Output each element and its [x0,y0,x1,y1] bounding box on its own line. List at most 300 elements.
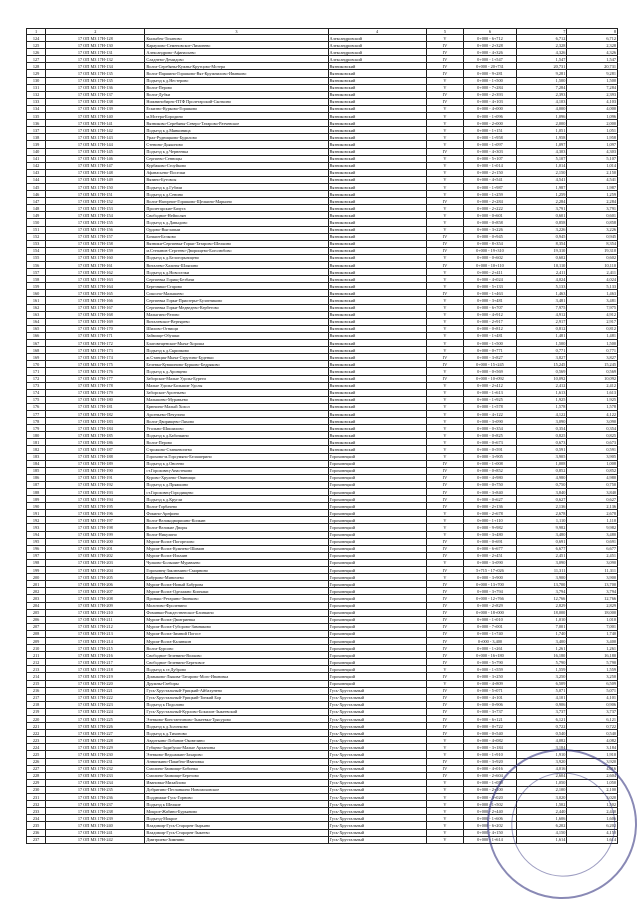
cell-category: IV [426,567,463,574]
cell-road-id: 17 ОП МЗ 17Н-143 [46,134,145,141]
cell-length-total: 0,771 [567,347,618,354]
cell-road-name: Урал-Рудницково-Будилово [145,134,328,141]
cell-category: IV [426,708,463,715]
cell-km-range: 0+000 - 1+740 [464,630,517,637]
cell-row-number: 135 [27,113,46,120]
cell-category: IV [426,758,463,765]
cell-road-id: 17 ОП МЗ 17Н-235 [46,786,145,793]
table-row [27,531,618,538]
cell-row-number: 186 [27,474,46,481]
cell-length: 4,980 [516,474,567,481]
cell-row-number: 192 [27,517,46,524]
cell-length-total: 2,393 [567,91,618,98]
cell-district: Гусь-Хрустальный [328,708,426,715]
cell-road-name: Подъезд к д.Овсеево [145,460,328,467]
cell-km-range: 0+000 - 4+103 [464,98,517,105]
column-header-district: 4 [328,29,426,35]
cell-district: Вязниковский [328,148,426,155]
cell-district: Вязниковский [328,198,426,205]
cell-road-name: Подъезд к д.Новоселки [145,269,328,276]
cell-km-range: 0+000 - 1+050 [464,779,517,786]
cell-length: 3,250 [516,673,567,680]
cell-length-total: 6,202 [567,822,618,829]
cell-length-total: 1,010 [567,616,618,623]
cell-road-name: Березники-Старово [145,283,328,290]
cell-road-name: Подъезд к д.Губачи [145,183,328,190]
cell-km-range: 0+000 - 1+502 [464,801,517,808]
cell-road-name: Гусь-Хрустальный-Урицкий-Айбахунено [145,687,328,694]
cell-length-total: 1,500 [567,340,618,347]
cell-km-range: 0+000 - 1+500 [464,340,517,347]
cell-district: Гусь-Хрустальный [328,808,426,815]
cell-category: V [426,155,463,162]
cell-length-total: 8,354 [567,240,618,247]
cell-district: Вязниковский [328,425,426,432]
cell-road-id: 17 ОП МЗ 17Н-168 [46,311,145,318]
cell-length: 2,150 [516,169,567,176]
cell-length: 16,180 [516,652,567,659]
cell-length: 1,050 [516,779,567,786]
cell-road-id: 17 ОП МЗ 17Н-153 [46,205,145,212]
cell-road-id: 17 ОП МЗ 17Н-170 [46,325,145,332]
cell-length: 5,790 [516,659,567,666]
cell-row-number: 217 [27,694,46,701]
cell-length-total: 7,001 [567,623,618,630]
cell-district: Вязниковский [328,403,426,410]
cell-km-range: 0+000 - 4+024 [464,276,517,283]
cell-road-id: 17 ОП МЗ 17Н-193 [46,489,145,496]
cell-road-name: ст.Гороховец-Городищево [145,489,328,496]
cell-road-name: Горохово-м.Горсумяно-Белашерино [145,453,328,460]
cell-km-range: 0+000 - 4+016 [464,765,517,772]
cell-road-name: Подъезд к Подолино [145,701,328,708]
cell-district: Гороховецкий [328,673,426,680]
cell-category: IV [426,233,463,240]
cell-road-name: Подъезд к ст.Дуброво [145,666,328,673]
cell-district: Вязниковский [328,354,426,361]
table-row [27,538,618,545]
cell-length-total: 4,150 [567,829,618,836]
cell-district: Вязниковский [328,297,426,304]
cell-district: Александровский [328,49,426,56]
cell-km-range: 5+715 - 17+026 [464,567,517,574]
cell-road-name: Благовещенское-Мыча-Хороша [145,340,328,347]
cell-row-number: 215 [27,680,46,687]
cell-row-number: 147 [27,198,46,205]
cell-road-id: 17 ОП МЗ 17Н-167 [46,304,145,311]
cell-category: IV [426,262,463,269]
cell-district: Вязниковский [328,191,426,198]
cell-category: IV [426,496,463,503]
cell-length-total: 1,987 [567,183,618,190]
table-row [27,673,618,680]
cell-row-number: 149 [27,212,46,219]
table-row [27,276,618,283]
cell-road-id: 17 ОП МЗ 17Н-215 [46,645,145,652]
cell-road-id: 17 ОП МЗ 17Н-188 [46,453,145,460]
cell-district: Гусь-Хрустальный [328,786,426,793]
cell-road-id: 17 ОП МЗ 17Н-217 [46,659,145,666]
cell-row-number: 168 [27,347,46,354]
cell-row-number: 156 [27,262,46,269]
cell-category: V [426,254,463,261]
cell-length: 2,917 [516,318,567,325]
table-row [27,368,618,375]
cell-road-name: Эзевково-Ведьмакин-Захарово [145,751,328,758]
cell-length-total: 1,097 [567,141,618,148]
table-row [27,588,618,595]
cell-km-range: 0+000 - 1+481 [464,332,517,339]
table-row [27,198,618,205]
table-row [27,212,618,219]
cell-row-number: 197 [27,552,46,559]
table-row [27,340,618,347]
cell-length: 2,412 [516,382,567,389]
cell-road-id: 17 ОП МЗ 17Н-219 [46,673,145,680]
cell-length-total: 3,226 [567,226,618,233]
cell-district: Вязниковский [328,176,426,183]
cell-district: Вязниковский [328,340,426,347]
cell-road-id: 17 ОП МЗ 17Н-224 [46,708,145,715]
cell-km-range: 0+000 - 1+500 [464,77,517,84]
cell-row-number: 150 [27,219,46,226]
cell-category: V [426,162,463,169]
table-row [27,283,618,290]
cell-length-total: 6,121 [567,716,618,723]
cell-row-number: 187 [27,481,46,488]
cell-row-number: 193 [27,524,46,531]
cell-road-id: 17 ОП МЗ 17Н-141 [46,120,145,127]
cell-length: 13,700 [516,581,567,588]
cell-length: 1,925 [516,396,567,403]
cell-km-range: 0+000 - 0+691 [464,538,517,545]
cell-length: 1,740 [516,630,567,637]
cell-km-range: 0+000 - 0+771 [464,347,517,354]
cell-district: Гороховецкий [328,545,426,552]
cell-length: 11,311 [516,567,567,574]
cell-road-id: 17 ОП МЗ 17Н-174 [46,354,145,361]
cell-km-range: 0+000 - 0+602 [464,254,517,261]
cell-length-total: 0,569 [567,368,618,375]
cell-district: Вязниковский [328,77,426,84]
cell-road-name: Караулово-Семеновское-Лимонево [145,42,328,49]
cell-length: 3,737 [516,708,567,715]
cell-district: Гусь-Хрустальный [328,723,426,730]
cell-km-range: 0+000 - 0+812 [464,325,517,332]
cell-row-number: 158 [27,276,46,283]
cell-category: V [426,403,463,410]
table-row [27,396,618,403]
column-header-category: 5 [426,29,463,35]
table-row [27,602,618,609]
cell-road-name: ж.Станция-Мыча-Стругино-Буденки [145,354,328,361]
cell-category: V [426,297,463,304]
cell-category: V [426,169,463,176]
cell-road-name: Подъезд к д.Сенино [145,191,328,198]
cell-road-id: 17 ОП МЗ 17Н-207 [46,588,145,595]
cell-length: 5,107 [516,155,567,162]
cell-length: 0,627 [516,496,567,503]
cell-row-number: 224 [27,744,46,751]
cell-length-total: 2,440 [567,808,618,815]
cell-road-id: 17 ОП МЗ 17Н-185 [46,432,145,439]
cell-road-id: 17 ОП МЗ 17Н-177 [46,375,145,382]
cell-row-number: 159 [27,283,46,290]
cell-km-range: 0+000 - 7+001 [464,623,517,630]
cell-length-total: 4,912 [567,311,618,318]
cell-road-id: 17 ОП МЗ 17Н-189 [46,460,145,467]
cell-district: Гусь-Хрустальный [328,836,426,843]
cell-row-number: 136 [27,120,46,127]
cell-district: Гороховецкий [328,602,426,609]
cell-district: Гороховецкий [328,567,426,574]
table-row [27,517,618,524]
cell-km-range: 0+000 - 1+958 [464,134,517,141]
cell-category: V [426,737,463,744]
cell-category: IV [426,609,463,616]
cell-row-number: 166 [27,332,46,339]
cell-road-name: Нижнинобирнс-ПТФ Пролетарский-Скоткино [145,98,328,105]
cell-length-total: 3,090 [567,559,618,566]
cell-road-id: 17 ОП МЗ 17Н-149 [46,176,145,183]
cell-row-number: 178 [27,418,46,425]
cell-road-name: Заборское-Арсеньево [145,389,328,396]
cell-row-number: 199 [27,567,46,574]
cell-category: IV [426,630,463,637]
cell-km-range: 0+000 - 13+700 [464,581,517,588]
cell-category: V [426,219,463,226]
cell-district: Александровский [328,56,426,63]
cell-row-number: 163 [27,311,46,318]
cell-district: Вязниковский [328,134,426,141]
cell-length-total: 3,791 [567,205,618,212]
cell-district: Вязниковский [328,205,426,212]
cell-km-range: 0+000 - 3+480 [464,531,517,538]
cell-road-name: Виталево-Халиты-Шляпино [145,262,328,269]
cell-length-total: 1,050 [567,779,618,786]
cell-length-total: 0,354 [567,425,618,432]
cell-road-name: Волга-Серебяны-Кужны-Крутцово-Мстера [145,63,328,70]
cell-road-id: 17 ОП МЗ 17Н-180 [46,396,145,403]
cell-length-total: 1,014 [567,162,618,169]
table-row [27,311,618,318]
cell-km-range: 0+000 - 1+614 [464,836,517,843]
cell-district: Вязниковский [328,141,426,148]
table-row [27,347,618,354]
cell-length: 4,082 [516,737,567,744]
cell-row-number: 220 [27,716,46,723]
cell-road-name: Свободное-Нейполян [145,212,328,219]
cell-road-name: Домыково-Лыкова-Татарово-Мого-Ивановка [145,673,328,680]
cell-road-id: 17 ОП МЗ 17Н-197 [46,517,145,524]
cell-length: 0,591 [516,446,567,453]
cell-road-id: 17 ОП МЗ 17Н-154 [46,212,145,219]
cell-length: 2,829 [516,602,567,609]
cell-road-id: 17 ОП МЗ 17Н-176 [46,368,145,375]
cell-km-range: 0+000 - 3+840 [464,489,517,496]
cell-category: V [426,829,463,836]
cell-length-total: 1,096 [567,113,618,120]
cell-road-id: 17 ОП МЗ 17Н-179 [46,389,145,396]
cell-district: Гороховецкий [328,588,426,595]
cell-length: 1,096 [516,113,567,120]
cell-road-id: 17 ОП МЗ 17Н-164 [46,283,145,290]
cell-length-total: 5,107 [567,155,618,162]
cell-road-name: Вязники-Сергиевка-Горки-Татарово-Шелкино [145,240,328,247]
cell-length: 4,101 [516,694,567,701]
cell-length-total: 9,982 [567,524,618,531]
table-row [27,645,618,652]
cell-district: Гороховецкий [328,652,426,659]
cell-road-id: 17 ОП МЗ 17Н-214 [46,637,145,644]
cell-length: 2,136 [516,503,567,510]
table-row [27,716,618,723]
cell-road-name: Муром-Волга-Погорелово [145,538,328,545]
cell-category: V [426,141,463,148]
cell-road-name: Подъезд к д.Чернеевка [145,148,328,155]
cell-road-id: 17 ОП МЗ 17Н-139 [46,105,145,112]
cell-row-number: 191 [27,510,46,517]
cell-length-total: 0,825 [567,432,618,439]
cell-length: 1,481 [516,332,567,339]
cell-length-total: 2,284 [567,198,618,205]
table-row [27,623,618,630]
cell-row-number: 208 [27,630,46,637]
cell-length: 1,261 [516,645,567,652]
cell-length-total: 4,103 [567,98,618,105]
cell-length-total: 1,481 [567,332,618,339]
cell-road-name: Волга-Великие Дворы [145,524,328,531]
table-row [27,98,618,105]
cell-road-name: Сокосно-Малышево [145,290,328,297]
cell-road-id: 17 ОП МЗ 17Н-172 [46,340,145,347]
cell-row-number: 141 [27,155,46,162]
cell-road-name: Заборское-Малые Удолы-Буреги [145,375,328,382]
cell-length: 4,016 [516,765,567,772]
cell-km-range: 0+000 - 4+082 [464,737,517,744]
cell-district: Вязниковский [328,396,426,403]
cell-road-name: Волга-Дворищево-Ляхово [145,418,328,425]
cell-length: 0,602 [516,254,567,261]
cell-length-total: 0,812 [567,325,618,332]
cell-row-number: 172 [27,375,46,382]
cell-length-total: 6,509 [567,680,618,687]
cell-km-range: 0+000 - 2+440 [464,808,517,815]
table-row [27,744,618,751]
cell-row-number: 171 [27,368,46,375]
cell-length-total: 2,136 [567,503,618,510]
cell-length: 3,791 [516,205,567,212]
cell-road-name: Муром-Волга-Калинкин [145,637,328,644]
cell-km-range: 0+000 - 1+925 [464,396,517,403]
cell-district: Вязниковский [328,290,426,297]
cell-length: 0,858 [516,219,567,226]
cell-row-number: 160 [27,290,46,297]
cell-road-id: 17 ОП МЗ 17Н-229 [46,744,145,751]
cell-row-number: 130 [27,77,46,84]
cell-row-number: 196 [27,545,46,552]
cell-km-range: 0+000 - 5+107 [464,155,517,162]
cell-district: Гусь-Хрустальный [328,829,426,836]
table-row [27,652,618,659]
cell-category: IV [426,652,463,659]
cell-length-total: 1,578 [567,403,618,410]
cell-length-total: 10,092 [567,375,618,382]
cell-row-number: 231 [27,794,46,801]
cell-road-id: 17 ОП МЗ 17Н-228 [46,737,145,744]
cell-district: Гороховецкий [328,460,426,467]
cell-length: 1,958 [516,134,567,141]
cell-road-name: Подъезд к д.Бабочкино [145,432,328,439]
cell-road-name: Волга-Бурсово [145,645,328,652]
cell-road-id: 17 ОП МЗ 17Н-230 [46,751,145,758]
cell-district: Гороховецкий [328,538,426,545]
table-row [27,70,618,77]
cell-km-range: 0+000 - 3+900 [464,574,517,581]
cell-category: V [426,531,463,538]
cell-length-total: 3,920 [567,758,618,765]
table-row [27,545,618,552]
cell-road-name: Стенино-Дьяконово [145,141,328,148]
cell-road-name: Малые Удолы-Большие Удолы [145,382,328,389]
cell-district: Гороховецкий [328,524,426,531]
cell-km-range: 0+000 - 2+393 [464,91,517,98]
cell-km-range: 0+000 - 6+202 [464,822,517,829]
cell-road-name: Аннинкино-Пакибно-Ивановка [145,758,328,765]
cell-length-total: 2,411 [567,269,618,276]
table-row [27,56,618,63]
cell-row-number: 201 [27,581,46,588]
cell-row-number: 183 [27,453,46,460]
cell-length-total: 0,852 [567,467,618,474]
cell-length-total: 16,180 [567,652,618,659]
cell-length: 2,411 [516,269,567,276]
table-row [27,432,618,439]
cell-row-number: 154 [27,247,46,254]
cell-row-number: 144 [27,176,46,183]
cell-district: Вязниковский [328,382,426,389]
cell-category: IV [426,240,463,247]
cell-row-number: 167 [27,340,46,347]
cell-length: 0,673 [516,439,567,446]
cell-district: Гусь-Хрустальный [328,744,426,751]
cell-category: IV [426,623,463,630]
cell-length-total: 1,925 [567,396,618,403]
cell-row-number: 157 [27,269,46,276]
cell-km-range: 0+000 - 0+673 [464,439,517,446]
cell-category: V [426,332,463,339]
cell-road-name: Подъезд к д.Белогорызицево [145,254,328,261]
cell-category: V [426,120,463,127]
cell-category: V [426,836,463,843]
cell-district: Гороховецкий [328,574,426,581]
cell-category: V [426,311,463,318]
cell-length: 9,982 [516,524,567,531]
cell-km-range: 0+000 - 1+559 [464,666,517,673]
table-row [27,708,618,715]
cell-road-name: Подъезд к д.Нестерово [145,77,328,84]
cell-length-total: 4,101 [567,694,618,701]
cell-length-total: 0,540 [567,730,618,737]
cell-length-total: 11,311 [567,567,618,574]
cell-row-number: 236 [27,829,46,836]
cell-district: Вязниковский [328,332,426,339]
cell-length-total: 1,613 [567,389,618,396]
cell-length-total: 4,122 [567,410,618,417]
cell-road-id: 17 ОП МЗ 17Н-178 [46,382,145,389]
cell-category: IV [426,616,463,623]
cell-km-range: 0+000 - 2+604 [464,772,517,779]
